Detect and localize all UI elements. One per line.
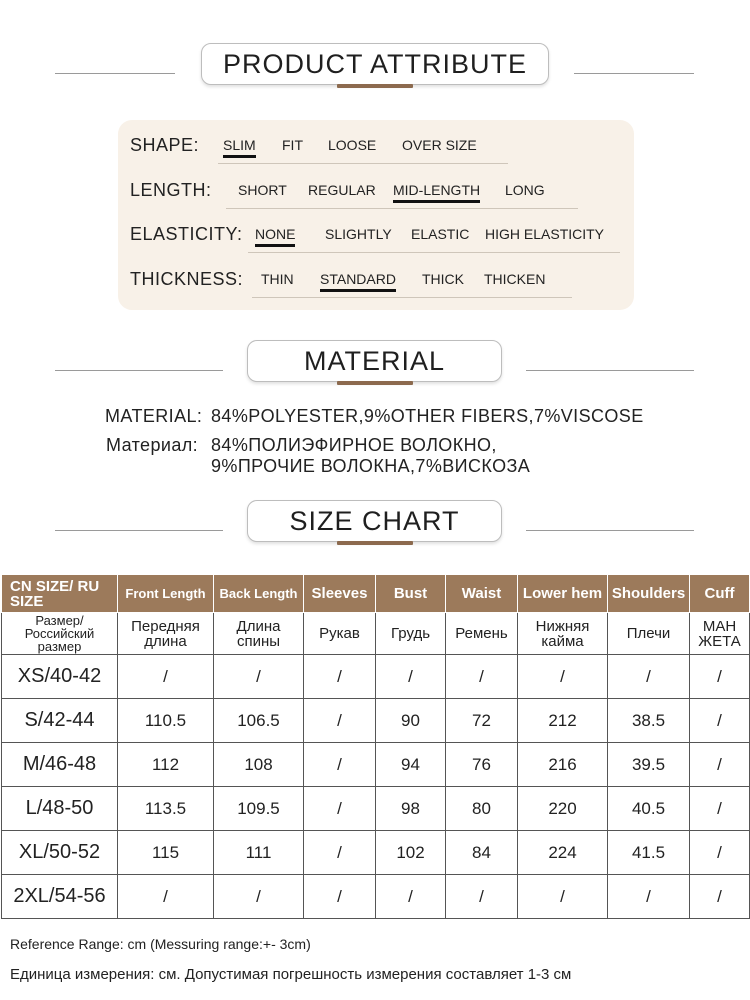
attr-option: ELASTIC bbox=[411, 226, 470, 242]
value-cell: 113.5 bbox=[118, 787, 214, 831]
ru-header-cell: Размер/ Российский размер bbox=[2, 613, 118, 655]
title-accent-bar bbox=[337, 541, 413, 545]
size-cell: 2XL/54-56 bbox=[2, 875, 118, 919]
value-cell: / bbox=[690, 831, 750, 875]
size-chart-header bbox=[0, 500, 750, 560]
attr-label: SHAPE: bbox=[130, 135, 200, 155]
value-cell: / bbox=[304, 655, 376, 699]
value-cell: / bbox=[690, 699, 750, 743]
value-cell: 90 bbox=[376, 699, 446, 743]
value-cell: / bbox=[690, 787, 750, 831]
value-cell: / bbox=[214, 655, 304, 699]
table-header-row bbox=[2, 575, 750, 613]
attr-label: ELASTICITY: bbox=[130, 224, 243, 244]
value-cell: / bbox=[304, 787, 376, 831]
value-cell: 76 bbox=[446, 743, 518, 787]
size-chart-table bbox=[1, 574, 750, 919]
value-cell: / bbox=[608, 655, 690, 699]
attr-label: LENGTH: bbox=[130, 180, 212, 200]
ru-header-cell: Длина спины bbox=[214, 613, 304, 655]
value-cell: 39.5 bbox=[608, 743, 690, 787]
value-cell: 108 bbox=[214, 743, 304, 787]
value-cell: 212 bbox=[518, 699, 608, 743]
title-accent-bar bbox=[337, 381, 413, 385]
attr-row-length bbox=[130, 178, 630, 208]
material-ru-label: Материал: bbox=[106, 435, 199, 455]
ru-header-cell: Грудь bbox=[376, 613, 446, 655]
section-title-material: MATERIAL bbox=[247, 340, 502, 382]
attr-underline bbox=[252, 297, 572, 298]
divider-right bbox=[526, 370, 694, 371]
attr-option: FIT bbox=[282, 137, 303, 153]
attr-option: SLIGHTLY bbox=[325, 226, 392, 242]
ru-header-cell: Передняя длина bbox=[118, 613, 214, 655]
value-cell: 38.5 bbox=[608, 699, 690, 743]
attribute-panel bbox=[118, 120, 634, 310]
material-ru-value-line1: 84%ПОЛИЭФИРНОЕ ВОЛОКНО, bbox=[211, 435, 497, 455]
footer-note-ru: Единица измерения: см. Допустимая погрешность измерения составляет 1-3 см bbox=[10, 966, 572, 983]
value-cell: / bbox=[690, 655, 750, 699]
footer-note-en: Reference Range: cm (Messuring range:+- 3cm) bbox=[10, 936, 311, 952]
material-header bbox=[0, 340, 750, 400]
attr-underline bbox=[248, 252, 620, 253]
attr-option: HIGH ELASTICITY bbox=[485, 226, 605, 242]
value-cell: / bbox=[304, 699, 376, 743]
header-cell: Waist bbox=[446, 575, 518, 613]
value-cell: / bbox=[446, 655, 518, 699]
attr-row-shape bbox=[130, 133, 630, 163]
value-cell: / bbox=[376, 875, 446, 919]
value-cell: 72 bbox=[446, 699, 518, 743]
divider-left bbox=[55, 530, 223, 531]
divider-left bbox=[55, 370, 223, 371]
value-cell: 102 bbox=[376, 831, 446, 875]
ru-header-cell: Ремень bbox=[446, 613, 518, 655]
divider-right bbox=[574, 73, 694, 74]
attr-option: LOOSE bbox=[328, 137, 377, 153]
material-ru-value-line2: 9%ПРОЧИЕ ВОЛОКНА,7%ВИСКОЗА bbox=[211, 456, 531, 476]
size-cell: S/42-44 bbox=[2, 699, 118, 743]
value-cell: / bbox=[690, 875, 750, 919]
attr-option: REGULAR bbox=[308, 182, 376, 198]
value-cell: / bbox=[608, 875, 690, 919]
attr-option: THICK bbox=[422, 271, 464, 287]
header-cell: Bust bbox=[376, 575, 446, 613]
title-accent-bar bbox=[337, 84, 413, 88]
header-cell: Front Length bbox=[118, 575, 214, 613]
attr-label: THICKNESS: bbox=[130, 269, 244, 289]
table-row bbox=[2, 743, 750, 787]
table-ru-header-row bbox=[2, 613, 750, 655]
table-row bbox=[2, 655, 750, 699]
divider-left bbox=[55, 73, 175, 74]
material-en-label: MATERIAL: bbox=[105, 406, 203, 426]
section-title-size-chart: SIZE CHART bbox=[247, 500, 502, 542]
attr-row-elasticity bbox=[130, 222, 630, 252]
table-row bbox=[2, 699, 750, 743]
value-cell: / bbox=[376, 655, 446, 699]
attr-row-thickness bbox=[130, 267, 630, 297]
value-cell: 112 bbox=[118, 743, 214, 787]
ru-header-cell: Нижняя кайма bbox=[518, 613, 608, 655]
header-cell: Back Length bbox=[214, 575, 304, 613]
size-cell: XS/40-42 bbox=[2, 655, 118, 699]
divider-right bbox=[526, 530, 694, 531]
value-cell: / bbox=[304, 875, 376, 919]
value-cell: 111 bbox=[214, 831, 304, 875]
value-cell: / bbox=[446, 875, 518, 919]
value-cell: / bbox=[304, 743, 376, 787]
ru-header-cell: Плечи bbox=[608, 613, 690, 655]
value-cell: / bbox=[304, 831, 376, 875]
ru-header-cell: Рукав bbox=[304, 613, 376, 655]
table-row bbox=[2, 875, 750, 919]
value-cell: / bbox=[118, 875, 214, 919]
section-title-product-attribute: PRODUCT ATTRIBUTE bbox=[201, 43, 549, 85]
table-row bbox=[2, 787, 750, 831]
material-en-value: 84%POLYESTER,9%OTHER FIBERS,7%VISCOSE bbox=[211, 406, 644, 426]
value-cell: 80 bbox=[446, 787, 518, 831]
header-cell: Cuff bbox=[690, 575, 750, 613]
value-cell: 84 bbox=[446, 831, 518, 875]
table-row bbox=[2, 831, 750, 875]
attr-option: THICKEN bbox=[484, 271, 546, 287]
value-cell: 94 bbox=[376, 743, 446, 787]
value-cell: 220 bbox=[518, 787, 608, 831]
value-cell: / bbox=[214, 875, 304, 919]
attr-option-selected: NONE bbox=[255, 226, 296, 242]
value-cell: 106.5 bbox=[214, 699, 304, 743]
value-cell: / bbox=[518, 655, 608, 699]
value-cell: 109.5 bbox=[214, 787, 304, 831]
attr-option: OVER SIZE bbox=[402, 137, 477, 153]
size-cell: M/46-48 bbox=[2, 743, 118, 787]
attr-option: THIN bbox=[261, 271, 294, 287]
value-cell: 40.5 bbox=[608, 787, 690, 831]
header-cell: Shoulders bbox=[608, 575, 690, 613]
attr-option: LONG bbox=[505, 182, 545, 198]
attr-underline bbox=[218, 163, 508, 164]
value-cell: / bbox=[690, 743, 750, 787]
size-cell: XL/50-52 bbox=[2, 831, 118, 875]
value-cell: 224 bbox=[518, 831, 608, 875]
attr-option-selected: SLIM bbox=[223, 137, 256, 153]
value-cell: 216 bbox=[518, 743, 608, 787]
attr-underline bbox=[226, 208, 578, 209]
value-cell: 115 bbox=[118, 831, 214, 875]
header-cell: Sleeves bbox=[304, 575, 376, 613]
header-cell: Lower hem bbox=[518, 575, 608, 613]
attr-option: SHORT bbox=[238, 182, 287, 198]
ru-header-cell: МАН ЖЕТА bbox=[690, 613, 750, 655]
product-attribute-header bbox=[0, 43, 750, 103]
attr-option-selected: MID-LENGTH bbox=[393, 182, 481, 198]
size-cell: L/48-50 bbox=[2, 787, 118, 831]
header-cell: CN SIZE/ RU SIZE bbox=[2, 575, 118, 613]
value-cell: 110.5 bbox=[118, 699, 214, 743]
value-cell: 41.5 bbox=[608, 831, 690, 875]
attr-option-selected: STANDARD bbox=[320, 271, 396, 287]
value-cell: 98 bbox=[376, 787, 446, 831]
value-cell: / bbox=[518, 875, 608, 919]
value-cell: / bbox=[118, 655, 214, 699]
